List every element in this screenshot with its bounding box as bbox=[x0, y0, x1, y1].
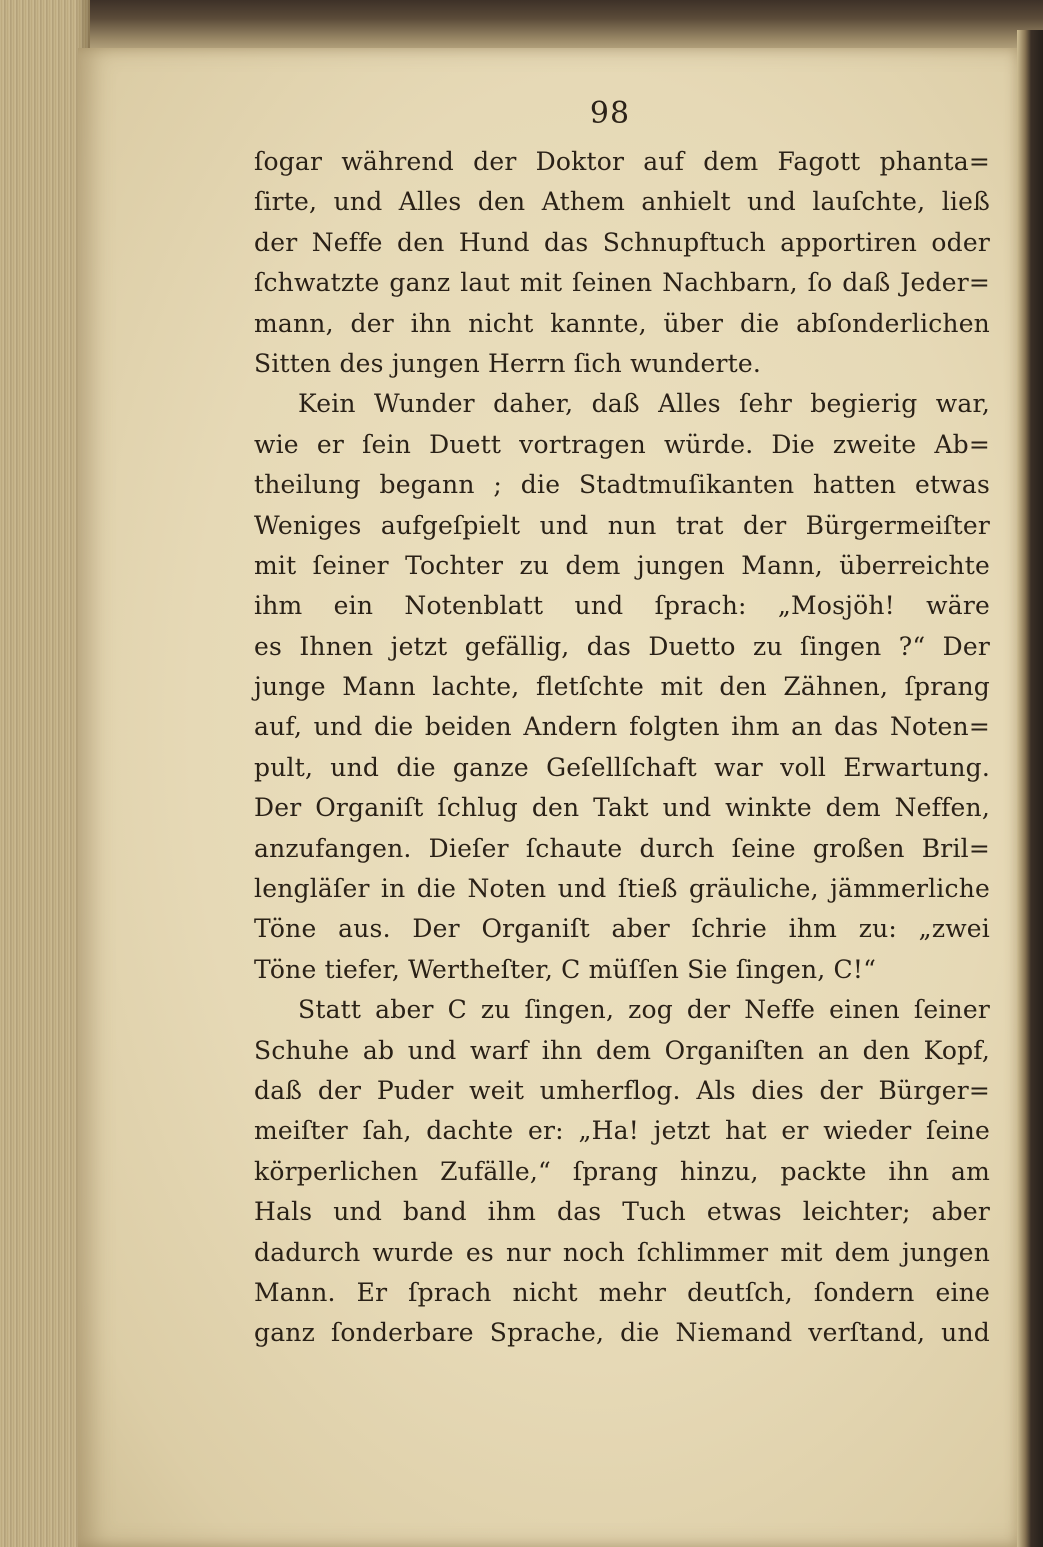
text-line: Schuhe ab und warf ihn dem Organiſten an den Kopf, bbox=[254, 1035, 990, 1065]
book-right-edge bbox=[1017, 30, 1043, 1547]
text-line: Mann. Er ſprach nicht mehr deutſch, ſondern eine bbox=[254, 1277, 990, 1307]
text-line: Hals und band ihm das Tuch etwas leichter; aber bbox=[254, 1197, 990, 1227]
text-line: ganz ſonderbare Sprache, die Niemand verſtand, und bbox=[254, 1318, 990, 1348]
text-line: der Neffe den Hund das Schnupftuch apportiren oder bbox=[254, 227, 990, 257]
text-line: mit ſeiner Tochter zu dem jungen Mann, überreichte bbox=[254, 550, 990, 580]
text-line: meiſter ſah, dachte er: „Ha! jetzt hat er wieder ſeine bbox=[254, 1116, 990, 1146]
text-line: junge Mann lachte, fletſchte mit den Zähnen, ſprang bbox=[254, 672, 990, 702]
text-line: Töne aus. Der Organiſt aber ſchrie ihm zu: „zwei bbox=[254, 914, 990, 944]
body-text bbox=[254, 142, 990, 1354]
text-line: anzufangen. Dieſer ſchaute durch ſeine großen Bril= bbox=[254, 833, 990, 863]
text-line: Der Organiſt ſchlug den Takt und winkte dem Neffen, bbox=[254, 793, 990, 823]
text-line: Sitten des jungen Herrn ſich wunderte. bbox=[254, 348, 762, 378]
text-line: auf, und die beiden Andern folgten ihm an das Noten= bbox=[254, 712, 990, 742]
text-line: Töne tiefer, Wertheſter, C müſſen Sie ſingen, C!“ bbox=[254, 954, 877, 984]
text-line: ſchwatzte ganz laut mit ſeinen Nachbarn, ſo daß Jeder= bbox=[254, 268, 990, 298]
text-line: daß der Puder weit umherflog. Als dies der Bürger= bbox=[254, 1075, 990, 1105]
text-line: Weniges aufgeſpielt und nun trat der Bürgermeiſter bbox=[254, 510, 990, 540]
text-line: lengläſer in die Noten und ſtieß gräuliche, jämmerliche bbox=[254, 874, 990, 904]
page-stack-left bbox=[0, 0, 90, 1547]
text-line: wie er ſein Duett vortragen würde. Die zweite Ab= bbox=[254, 429, 990, 459]
page-number: 98 bbox=[589, 96, 631, 131]
text-line: theilung begann ; die Stadtmuſikanten hatten etwas bbox=[254, 470, 990, 500]
text-line: pult, und die ganze Geſellſchaft war voll Erwartung. bbox=[254, 752, 990, 782]
text-line: ſirte, und Alles den Athem anhielt und lauſchte, ließ bbox=[254, 187, 990, 217]
text-line: körperlichen Zufälle,“ ſprang hinzu, packte ihn am bbox=[254, 1156, 990, 1186]
text-line: mann, der ihn nicht kannte, über die abſonderlichen bbox=[254, 308, 990, 338]
text-line: Statt aber C zu ſingen, zog der Neffe einen ſeiner bbox=[298, 995, 990, 1025]
text-line: es Ihnen jetzt gefällig, das Duetto zu ſingen ?“ Der bbox=[254, 631, 990, 661]
text-line: ihm ein Notenblatt und ſprach: „Mosjöh! wäre bbox=[254, 591, 990, 621]
text-line: dadurch wurde es nur noch ſchlimmer mit dem jungen bbox=[254, 1237, 990, 1267]
text-line: ſogar während der Doktor auf dem Fagott phanta= bbox=[254, 147, 990, 176]
text-line: Kein Wunder daher, daß Alles ſehr begierig war, bbox=[298, 389, 990, 419]
